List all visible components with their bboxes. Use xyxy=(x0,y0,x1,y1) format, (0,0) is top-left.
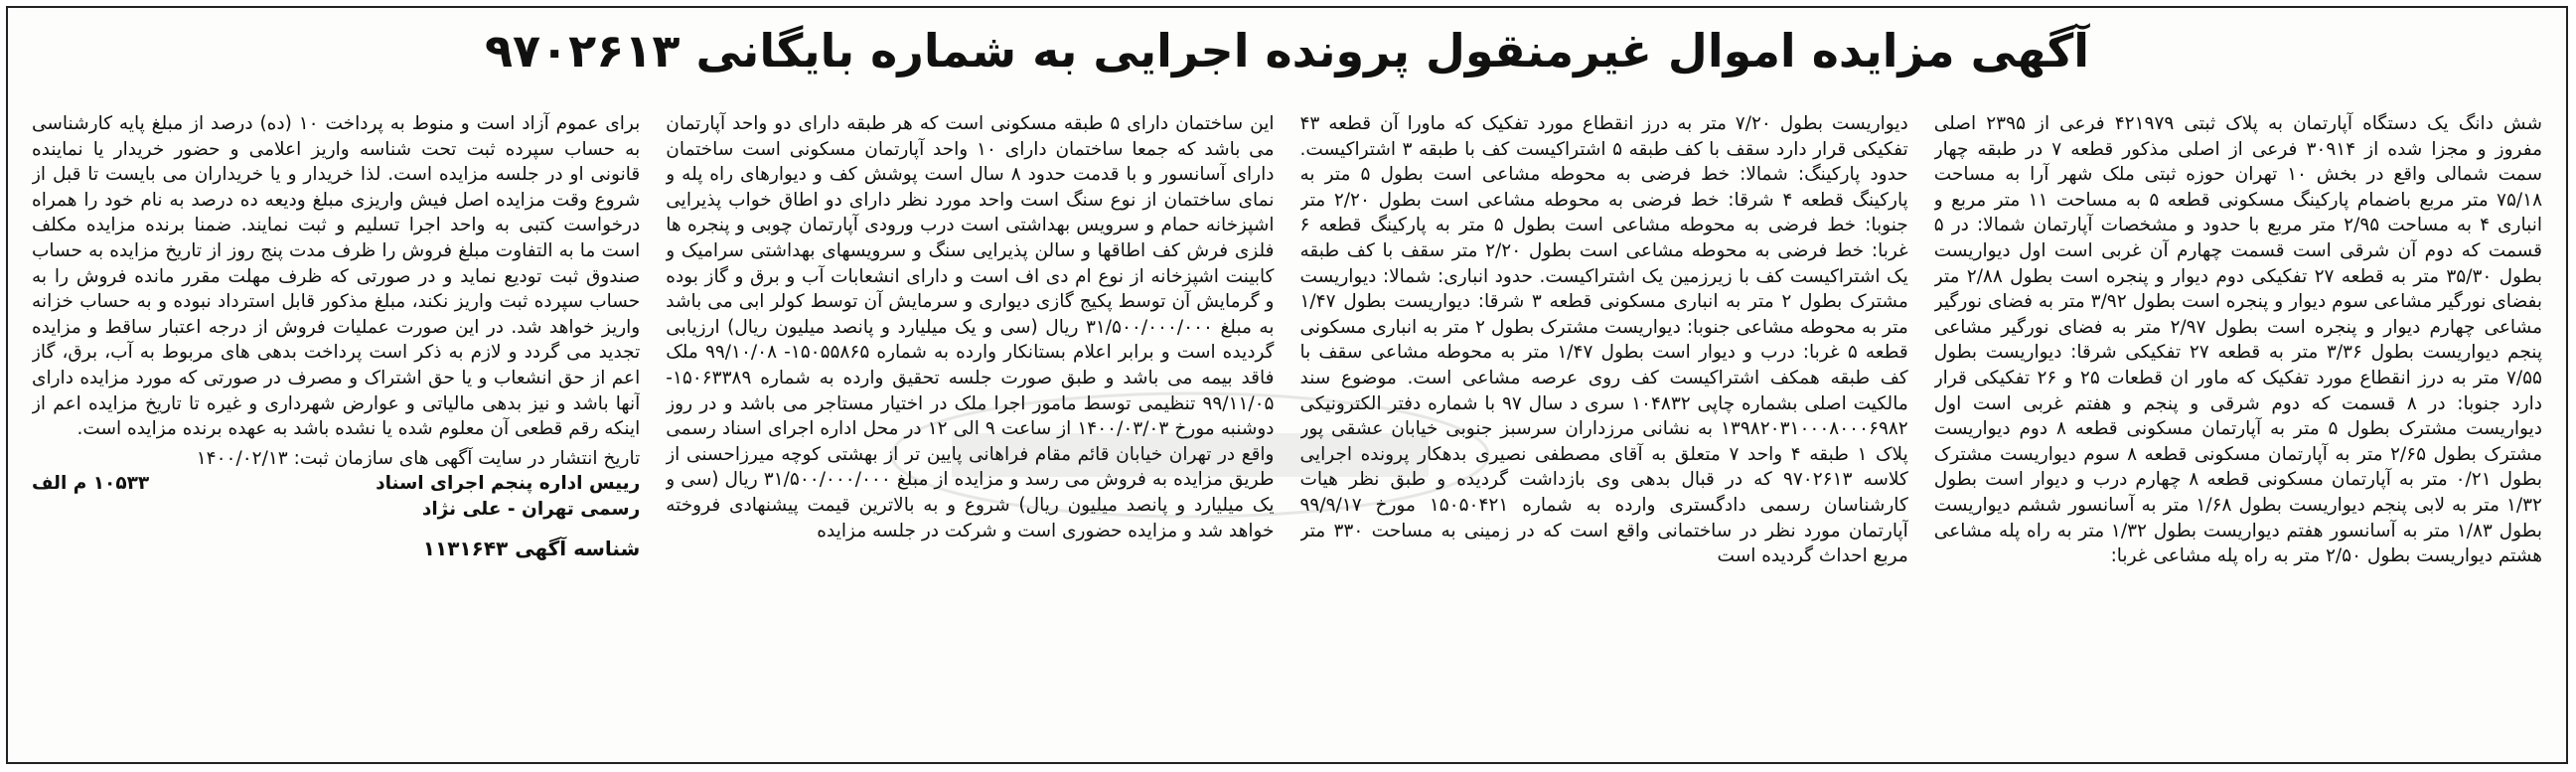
notice-columns xyxy=(32,111,2542,748)
signer-org-name: رسمی تهران - علی نژاد xyxy=(421,498,641,520)
notice-code: ۱۰۵۳۳ م الف xyxy=(32,473,150,495)
notice-title: آگهی مزایده اموال غیرمنقول پرونده اجرایی به شماره بایگانی ۹۷۰۲۶۱۳ xyxy=(484,24,2090,77)
notice-column-2 xyxy=(1300,111,1908,748)
signer-title: رییس اداره پنجم اجرای اسناد xyxy=(376,473,641,495)
column-1-text: شش دانگ یک دستگاه آپارتمان به پلاک ثبتی ۴۲۱۹۷۹ فرعی از ۲۳۹۵ اصلی مفروز و مجزا شده از ۳۰۹۱۴ فرعی از اصلی مذکور قطعه ۷ در طبقه چهار سمت شمالی واقع در بخش ۱۰ تهران حوزه ثبتی ملک شهر آرا به مساحت ۷۵/۱۸ متر مربع باضمام پارکینگ مسکونی قطعه ۵ به مساحت ۱۱ متر مربع و انباری ۴ به مساحت ۲/۹۵ متر مربع با حدود و مشخصات آپارتمان شمالا: در ۵ قسمت که دوم آن شرقی است قسمت چهارم آن غربی است اول دیواریست بطول ۳۵/۳۰ متر به قطعه ۲۷ تفکیکی دوم دیوار و پنجره است بطول ۲/۸۸ متر بفضای نورگیر مشاعی سوم دیوار و پنجره است بطول ۳/۹۲ متر به فضای نورگیر مشاعی چهارم دیوار و پنجره است بطول ۲/۹۷ متر به فضای نورگیر مشاعی پنجم دیواریست بطول ۳/۳۶ متر به قطعه ۲۷ تفکیکی شرقا: دیواریست بطول ۷/۵۵ متر به درز انقطاع مورد تفکیک که ماور ان قطعات ۲۵ و ۲۶ تفکیکی قرار دارد جنوبا: در ۸ قسمت که دوم شرقی و پنجم و هفتم غربی است اول دیواریست مشترک بطول ۵ متر به آپارتمان مسکونی قطعه ۸ دوم دیواریست مشترک بطول ۲/۶۵ متر به آپارتمان مسکونی قطعه ۸ سوم دیواریست مشترک بطول ۰/۲۱ متر به آپارتمان مسکونی قطعه ۸ چهارم درب و دیوار است بطول ۱/۳۲ متر به لابی پنجم دیواریست بطول ۱/۶۸ متر به آسانسور ششم دیواریست بطول ۱/۸۳ متر به آسانسور هفتم دیواریست بطول ۱/۳۲ متر به راه پله مشاعی هشتم دیواریست بطول ۲/۵۰ متر به راه پله مشاعی غربا: xyxy=(1933,113,2542,567)
column-4-text: برای عموم آزاد است و منوط به پرداخت ۱۰ (ده) درصد از مبلغ پایه کارشناسی به حساب سپرده ثبت تحت شناسه واریز اعلامی و حضور خریدار یا نماینده قانونی او در جلسه مزایده است. لذا خریدار و یا خریداران می بایست تا قبل از شروع وقت مزایده اصل فیش واریزی مبلغ ودیعه ده درصد به نام خود را همراه درخواست کتبی به واحد اجرا تسلیم و ثبت نمایند. ضمنا برنده مزایده مکلف است ما به التفاوت مبلغ فروش را ظرف مدت پنج روز از تاریخ مزایده به حساب صندوق ثبت تودیع نماید و در صورتی که ظرف مهلت مقرر مانده فروش را به حساب سپرده ثبت واریز نکند، مبلغ مذکور قابل استرداد نبوده و به حساب خزانه واریز خواهد شد. در این صورت عملیات فروش از درجه اعتبار ساقط و مزایده تجدید می گردد و لازم به ذکر است پرداخت بدهی های مربوط به آب، برق، گاز اعم از حق انشعاب و یا حق اشتراک و مصرف در صورتی که مورد مزایده دارای آنها باشد و نیز بدهی مالیاتی و عوارض شهرداری و غیره تا تاریخ مزایده اعم از اینکه رقم قطعی آن معلوم شده یا نشده باشد به عهده برنده مزایده است. xyxy=(32,113,641,440)
column-3-text: این ساختمان دارای ۵ طبقه مسکونی است که هر طبقه دارای دو واحد آپارتمان می باشد که جمعا ساختمان دارای ۱۰ واحد آپارتمان مسکونی است ساختمان دارای آسانسور و با قدمت حدود ۸ سال است پوشش کف و دیوارهای راه پله و نمای ساختمان از نوع سنگ است واحد مورد نظر دارای دو اطاق خواب پذیرایی اشپزخانه حمام و سرویس بهداشتی است درب ورودی آپارتمان چوبی و پنجره ها فلزی فرش کف اطاقها و سالن پذیرایی سنگ و سرویسهای بهداشتی سرامیک و کابینت اشپزخانه از نوع ام دی اف است و دارای انشعابات آب و برق و گاز بوده و گرمایش آن توسط پکیج گازی دیواری و سرمایش آن توسط کولر ابی می باشد به مبلغ ۳۱/۵۰۰/۰۰۰/۰۰۰ ریال (سی و یک میلیارد و پانصد میلیون ریال) ارزیابی گردیده است و برابر اعلام بستانکار وارده به شماره ۱۵۰۵۵۸۶۵- ۹۹/۱۰/۰۸ ملک فاقد بیمه می باشد و طبق صورت جلسه تحقیق وارده به شماره ۱۵۰۶۳۳۸۹- ۹۹/۱۱/۰۵ تنظیمی توسط مامور اجرا ملک در اختیار مستاجر می باشد و در روز دوشنبه مورخ ۱۴۰۰/۰۳/۰۳ از ساعت ۹ الی ۱۲ در محل اداره اجرای اسناد رسمی واقع در تهران خیابان قائم مقام فراهانی پایین تر از بهشتی کوچه میرزاحسنی از طریق مزایده به فروش می رسد و مزایده از مبلغ ۳۱/۵۰۰/۰۰۰/۰۰۰ ریال (سی و یک میلیارد و پانصد میلیون ریال) شروع و به بالاترین قیمت پیشنهادی فروخته خواهد شد و مزایده حضوری است و شرکت در جلسه مزایده xyxy=(666,113,1275,541)
notice-column-4 xyxy=(32,111,640,748)
notice-column-3 xyxy=(666,111,1274,748)
notice-frame xyxy=(6,6,2568,764)
ad-id: شناسه آگهی ۱۱۳۱۶۴۳ xyxy=(422,536,641,560)
publish-date: تاریخ انتشار در سایت آگهی های سازمان ثبت: ۱۴۰۰/۰۲/۱۳ xyxy=(196,447,641,469)
column-2-text: دیواریست بطول ۷/۲۰ متر به درز انقطاع مورد تفکیک که ماورا آن قطعه ۴۳ تفکیکی قرار دارد سقف با کف طبقه ۵ اشتراکیست کف با طبقه ۳ اشتراکیست. حدود پارکینگ: شمالا: خط فرضی به محوطه مشاعی است بطول ۵ متر به پارکینگ قطعه ۴ شرقا: خط فرضی به محوطه مشاعی است بطول ۲/۲۰ متر جنوبا: خط فرضی به محوطه مشاعی است بطول ۵ متر به پارکینگ قطعه ۶ غربا: خط فرضی به محوطه مشاعی است بطول ۲/۲۰ متر سقف با کف طبقه یک اشتراکیست کف با زیرزمین یک اشتراکیست. حدود انباری: شمالا: دیواریست مشترک بطول ۲ متر به انباری مسکونی قطعه ۳ شرقا: دیواریست بطول ۱/۴۷ متر به محوطه مشاعی جنوبا: دیواریست مشترک بطول ۲ متر به انباری مسکونی قطعه ۵ غربا: درب و دیوار است بطول ۱/۴۷ متر به محوطه مشاعی سقف با کف طبقه همکف اشتراکیست کف روی عرصه مشاعی است. موضوع سند مالکیت اصلی بشماره چاپی ۱۰۴۸۳۲ سری د سال ۹۷ با شماره دفتر الکترونیکی ۱۳۹۸۲۰۳۱۰۰۰۸۰۰۰۶۹۸۲ به نشانی مرزداران سرسبز جنوبی خیابان عشقی پور پلاک ۱ طبقه ۴ واحد ۷ متعلق به آقای مصطفی نصیری بدهکار پرونده اجرایی کلاسه ۹۷۰۲۶۱۳ که در قبال بدهی وی بازداشت گردیده و طبق نظر هیات کارشناسان رسمی دادگستری وارده به شماره ۱۵۰۵۰۴۲۱ مورخ ۹۹/۹/۱۷ آپارتمان مورد نظر در ساختمانی واقع است که در زمینی به مساحت ۳۳۰ متر مربع احداث گردیده است xyxy=(1299,113,1908,567)
notice-footer xyxy=(32,446,640,561)
notice-column-1 xyxy=(1934,111,2542,748)
